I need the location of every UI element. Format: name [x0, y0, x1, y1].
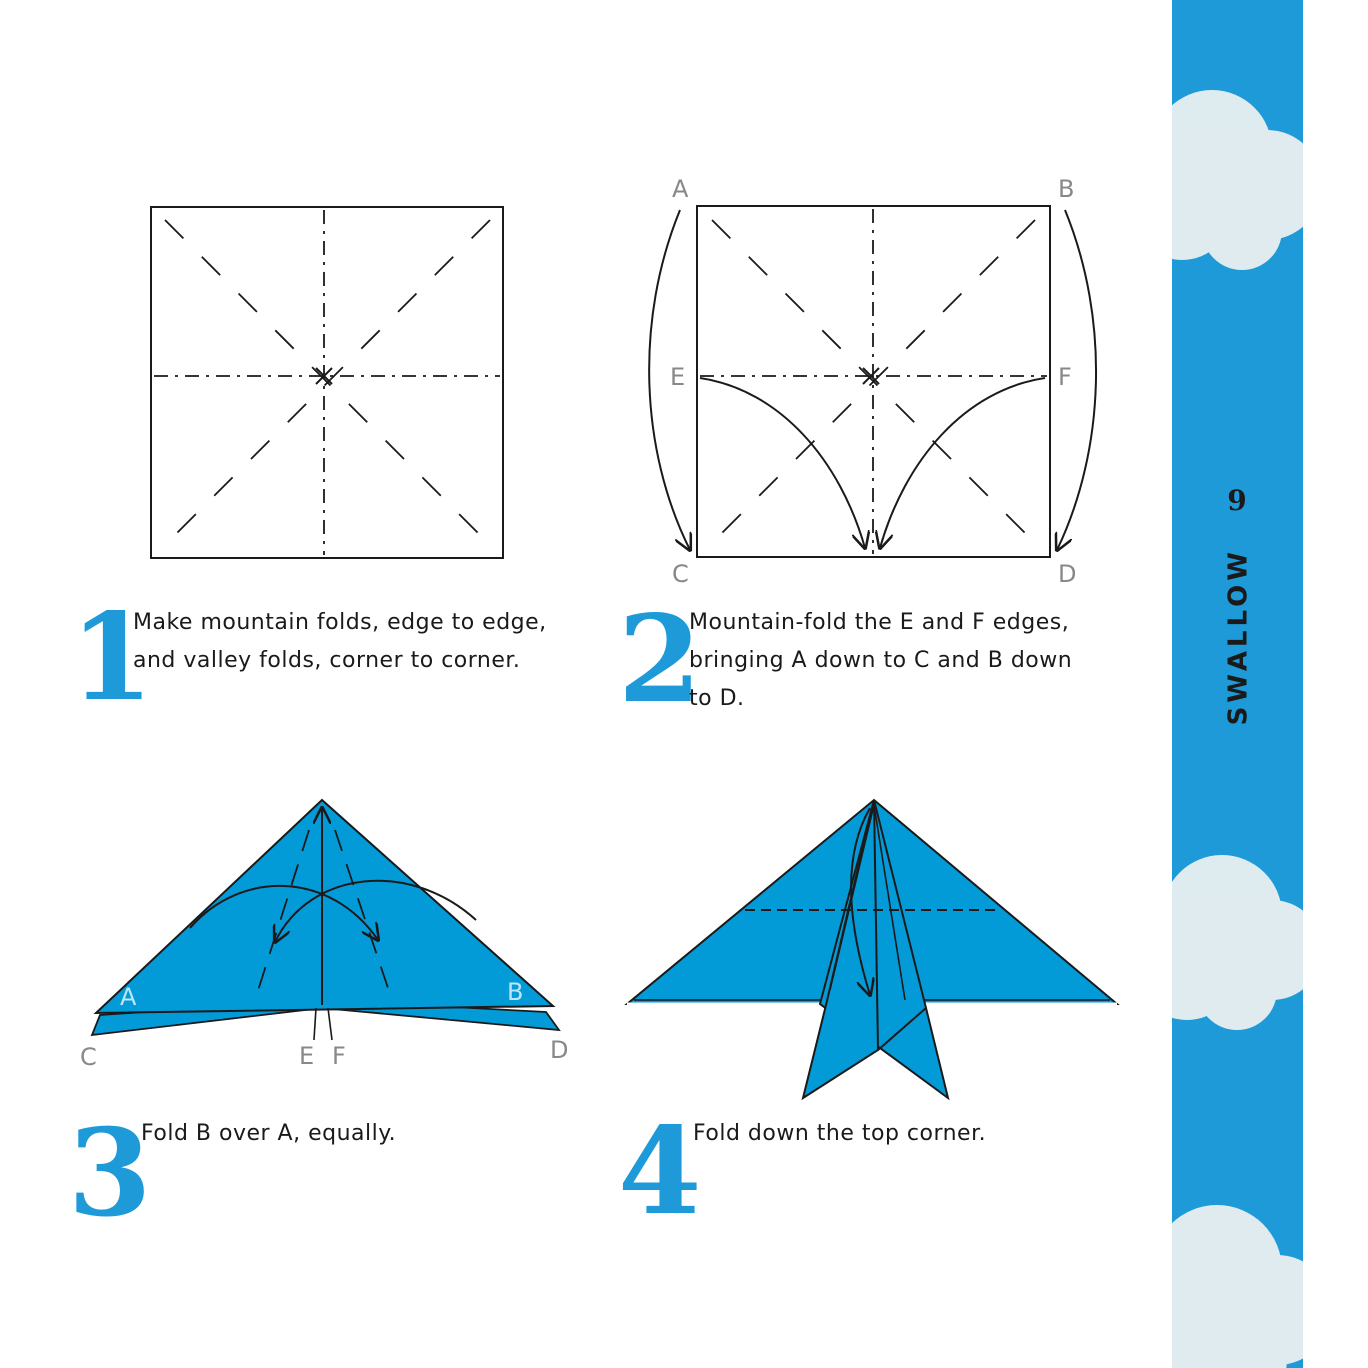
- step-4-text: [693, 1115, 1133, 1153]
- step-2-label-f: F: [1058, 363, 1072, 391]
- step-4-number: 4: [618, 1101, 702, 1242]
- page-number: 9: [1227, 483, 1247, 517]
- step-1-text: [133, 604, 593, 680]
- step-3-diagram: [92, 800, 559, 1040]
- step-3-label-e: E: [299, 1042, 315, 1070]
- step-2-line-2: bringing A down to C and B down: [689, 648, 1073, 673]
- step-4-diagram: [627, 800, 1117, 1098]
- step-2-label-b: B: [1058, 175, 1075, 203]
- step-1-line-2: and valley folds, corner to corner.: [133, 648, 521, 673]
- step-2-line-1: Mountain-fold the E and F edges,: [689, 610, 1070, 635]
- step-2-label-d: D: [1058, 560, 1077, 588]
- step-3-label-a: A: [120, 983, 137, 1011]
- step-2-diagram: [649, 206, 1096, 557]
- step-2-line-3: to D.: [689, 686, 745, 711]
- step-1-diagram: [151, 207, 503, 558]
- step-2-label-a: A: [672, 175, 689, 203]
- step-1-number: 1: [70, 587, 154, 728]
- step-2-text: [689, 604, 1149, 718]
- step-3-label-b: B: [507, 978, 524, 1006]
- step-3-label-c: C: [80, 1043, 97, 1071]
- step-2-label-c: C: [672, 560, 689, 588]
- step-3-label-d: D: [550, 1036, 569, 1064]
- page-header: [1221, 483, 1254, 726]
- step-3-number: 3: [68, 1103, 152, 1244]
- step-4-line-1: Fold down the top corner.: [693, 1121, 987, 1146]
- step-2-label-e: E: [670, 363, 686, 391]
- page-title: SWALLOW: [1223, 548, 1254, 726]
- step-1-line-1: Make mountain folds, edge to edge,: [133, 610, 547, 635]
- step-2-number: 2: [618, 589, 702, 730]
- step-3-label-f: F: [332, 1042, 346, 1070]
- step-3-line-1: Fold B over A, equally.: [141, 1121, 397, 1146]
- step-3-text: [141, 1115, 581, 1153]
